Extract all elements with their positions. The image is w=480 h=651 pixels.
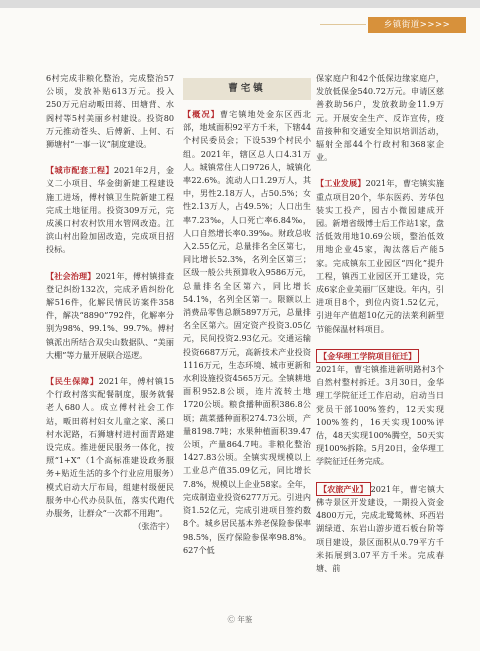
page-footer <box>0 614 480 625</box>
heading-agritourism: 【农旅产业】 <box>316 482 371 496</box>
col3-text-2: 2021年，曹宅镇推进新明路村3个自然村整村拆迁。3月30日，金华理工学院征迁工作启动，启动当日党员干部100%签约，12天实现100%签约，16天实现100%评估，48天实现100%腾空，50天实现100%拆除。5月20日，金华理工学院征迁任务完成。 <box>316 364 444 467</box>
author-signature: （张浩宇） <box>133 521 174 532</box>
col1-paragraph-4 <box>46 375 174 520</box>
column-2 <box>183 72 311 557</box>
section-title-caozhai: 曹宅镇 <box>183 78 311 100</box>
top-band <box>0 0 480 8</box>
col1-text-2: 2021年2月，金义二小项目、华金街新建工程建设施工进场，傅村镇卫生院新建工程完成土地征用。投资309万元，完成溪口村农村饮用水管网改造。江滨山村出险加固改造，完成项目招投标。 <box>46 165 174 255</box>
heading-industrial-development: 【工业发展】 <box>316 178 366 189</box>
heading-social-governance: 【社会治理】 <box>46 270 96 281</box>
heading-demolition-project: 【金华理工学院项目征迁】 <box>316 349 419 363</box>
col1-paragraph-3 <box>46 270 174 362</box>
col3-text-1: 2021年，曹宅镇实施重点项目20个，华东医药、芳华包装实工投产，园古小微园建成开园。新增省级博士后工作站1家，盘活低效用地10.69公顷，整治低效用地企业45家，淘汰落后产能5家。完成镇东工业园区“四化”提升工程，镇西工业园区开工建设，完成6家企业美丽厂区建设。年内，引进项目8个，到位内资1.52亿元，引进年产值超10亿元的法莱利新型节能保温材料项目。 <box>316 178 444 334</box>
col3-paragraph-3 <box>316 482 444 575</box>
col1-paragraph-1: 6村完成非粮化整治，完成整治57公顷，发放补贴613万元。投入250万元启动畈田蒋、田塘背、水阁村等5村美丽乡村建设。投资80万元推动苍头、后傅新、上何、石狮塘村“一事一议”制度建设。 <box>46 73 174 150</box>
heading-livelihood: 【民生保障】 <box>46 376 99 387</box>
col2-paragraph-1 <box>183 108 311 557</box>
heading-urban-infrastructure: 【城市配套工程】 <box>46 165 114 176</box>
col3-paragraph-0: 保家庭户和42个低保边缘家庭户，发放低保金540.72万元。申请区慈善救助56户，发放救助金11.9万元。开展安全生产、反诈宣传，疫苗接种和交通安全知识培训活动，辐射全部44个行政村和368家企业。 <box>316 73 444 163</box>
col1-paragraph-2 <box>46 164 174 256</box>
col1-text-3: 2021年，傅村镇排查登记纠纷132次，完成矛盾纠纷化解516件，化解民情民访案件358件，解决“8890”792件，化解率分别为98%、99.1%、99.7%。傅村镇派出所结合双尖山数据队、“美丽大棚”等力量开展联合巡逻。 <box>46 270 174 360</box>
column-3 <box>316 72 444 575</box>
col3-paragraph-1 <box>316 177 444 335</box>
col3-text-3: 2021年，曹宅镇大佛寺景区开发建设，一期投入资金4800万元，完成北鹭鸶林、环西岩湖绿道、东岩山游步道石板台阶等项目建设，景区面积从0.79平方千米拓展到3.07平方千米。完成春塘、前 <box>316 483 444 573</box>
section-tag: 乡镇街道>>>> <box>368 17 466 33</box>
heading-overview: 【概况】 <box>183 109 220 119</box>
col1-text-4: 2021年，傅村镇15个行政村落实配餐制度，服务就餐老人680人。成立傅村社会工作站，畈田蒋村妇女儿童之家、溪口村水泥路，石狮塘村进村面青路建设完成。推进便民服务一体化，按照“1+X”（1个高标准建设政务服务+贴近生活的多个行业应用服务）模式启动大厅布局，组建村级便民服务中心代办员队伍，落实代跑代办服务，让群众“一次都不用跑”。 <box>46 376 174 519</box>
column-1 <box>46 72 174 534</box>
header-divider <box>320 24 366 25</box>
page-label: Ⓒ 年鉴 <box>227 615 253 624</box>
col3-paragraph-2 <box>316 349 444 469</box>
col2-text-1: 曹宅镇地处金东区西北部，地域面积92平方千米，下辖44个村民委员会；下设539个村民小组。2021年，辖区总人口4.31万人。城镇常住人口9726人，城镇化率22.6%。流动人口1.29万人，其中，男性2.18万人，占50.5%；女性2.13万人，占49.5%；人口出生率7.23‰，人口死亡率6.84‰，人口自然增长率0.39‰。财政总收入2.55亿元，总量排名全区第七，同比增长52.3%，名列全区第三；区级一般公共预算收入9586万元，总量排名全区第六，同比增长54.1%，名列全区第一。限额以上消费品零售总额5897万元，总量排名全区第六。固定资产投资3.05亿元，民间投资2.93亿元。交通运输投资6687万元，高新技术产业投资1116万元，生态环境、城市更新和水利设施投资4565万元。全镇耕地面积952.8公顷，连片流转土地1720公顷。粮食播种面积386.8公顷；蔬菜播种面积274.73公顷，产量8198.7吨；水果种植面积39.47公顷，产量864.7吨。非粮化整治1427.83公顷。全镇实现规模以上工业总产值35.09亿元，同比增长7.8%，规模以上企业58家。全年，完成制造业投资6277万元。引进内资1.52亿元，完成引进项目签约数8个。城乡居民基本养老保险参保率98.5%，医疗保险参保率98.8%。627个低 <box>183 109 311 555</box>
